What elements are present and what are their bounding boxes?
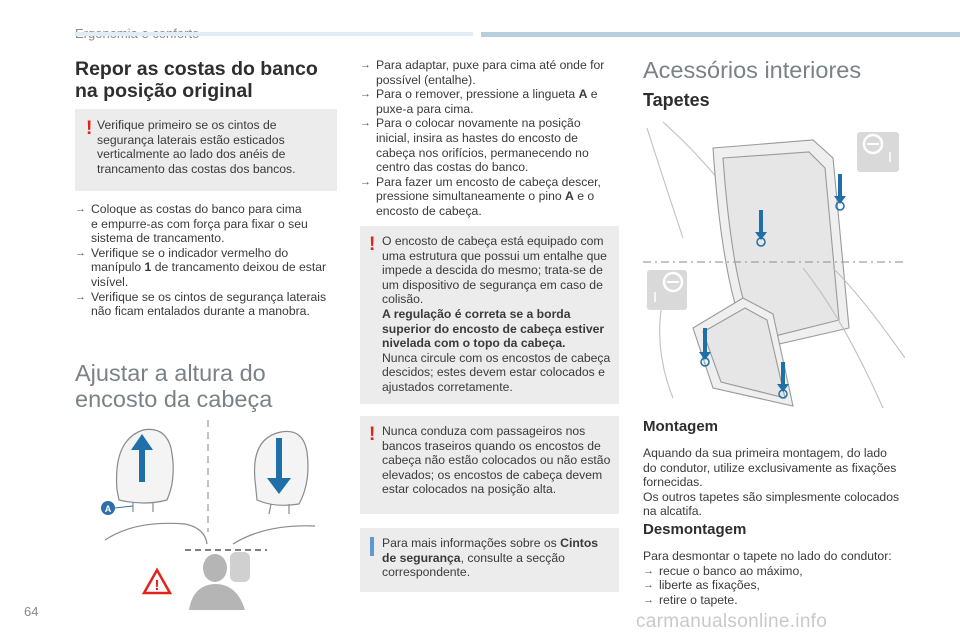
header-bar-accent	[481, 32, 960, 37]
subsection-title-mats: Tapetes	[643, 90, 710, 110]
svg-text:A: A	[104, 504, 112, 514]
steering-wheel-icon-bottom	[647, 270, 687, 310]
info-text: Para mais informações sobre os Cintos de segurança, consulte a secção correspondente.	[382, 536, 599, 580]
warning-icon: !	[369, 424, 376, 445]
list-item: → liberte as fixações,	[643, 578, 913, 593]
list-item: → Para o colocar novamente na posição inicial, insira as hastes do encosto de cabeça nos orifícios, permanecendo no centro das costas do banco.	[360, 116, 622, 174]
svg-text:!: !	[154, 577, 160, 594]
headrest-steps-list	[360, 58, 622, 219]
mount-title: Montagem	[643, 418, 718, 435]
warning-box-passengers	[360, 416, 619, 514]
info-icon	[370, 537, 374, 556]
watermark: carmanualsonline.info	[636, 611, 828, 632]
warning-icon: !	[369, 234, 376, 255]
info-box-seatbelts	[360, 528, 619, 592]
list-item: → Para o remover, pressione a lingueta A e puxe-a para cima.	[360, 87, 622, 116]
list-item: → retire o tapete.	[643, 593, 913, 608]
warning-box-headrest	[360, 226, 619, 404]
floor-mat-illustration	[643, 118, 905, 414]
steering-wheel-icon-top	[857, 132, 899, 172]
passenger-silhouette	[189, 552, 250, 610]
header-bar	[75, 32, 473, 36]
page-title: Repor as costas do banco na posição original	[75, 58, 318, 102]
section-title-accessories: Acessórios interiores	[643, 57, 862, 83]
section-title-headrest: Ajustar a altura do encosto da cabeça	[75, 360, 273, 412]
list-item: → Coloque as costas do banco para cima e empurre-as com força para fixar o seu sistema de trancamento.	[75, 202, 345, 246]
mount-text: Aquando da sua primeira montagem, do lado do condutor, utilize exclusivamente as fixações fornecidas. Os outros tapetes são simplesmente colocados na alcatifa.	[643, 446, 900, 519]
dismount-text: Para desmontar o tapete no lado do condutor: → recue o banco ao máximo, → liberte as fixações, → retire o tapete.	[643, 549, 913, 607]
warning-icon: !	[86, 118, 93, 139]
warning-text: Verifique primeiro se os cintos de segurança laterais estão esticados verticalmente ao lado dos anéis de trancamento das costas dos bancos.	[97, 118, 296, 176]
warning-box-seatbelt	[75, 109, 337, 191]
headrest-right	[233, 431, 315, 544]
warning-text: O encosto de cabeça está equipado com uma estrutura que possui um entalhe que impede a descida do mesmo; trata-se de um dispositivo de segurança em caso de colisão. A regulação é correta se a borda superior do encosto de cabeça estiver nivelada com o topo da cabeça. Nunca circule com os encostos de cabeça descidos; estes devem estar colocados e ajustados corretamente.	[382, 234, 611, 394]
headrest-illustration	[95, 420, 330, 610]
list-item: → Verifique se os cintos de segurança laterais não ficam entalados durante a manobra.	[75, 290, 345, 319]
headrest-left	[105, 429, 207, 544]
dismount-title: Desmontagem	[643, 521, 747, 538]
list-item: → recue o banco ao máximo,	[643, 564, 913, 579]
page-number: 64	[24, 604, 39, 619]
list-item: → Para fazer um encosto de cabeça descer, pressione simultaneamente o pino A e o encosto de cabeça.	[360, 175, 622, 219]
warning-text: Nunca conduza com passageiros nos bancos traseiros quando os encostos de cabeça não estão colocados ou não estão elevados; os encostos de cabeça devem estar colocados na posição alta.	[382, 424, 611, 497]
list-item: → Verifique se o indicador vermelho do manípulo 1 de trancamento deixou de estar visível.	[75, 246, 345, 290]
seat-steps-list	[75, 202, 345, 319]
list-item: → Para adaptar, puxe para cima até onde for possível (entalhe).	[360, 58, 622, 87]
